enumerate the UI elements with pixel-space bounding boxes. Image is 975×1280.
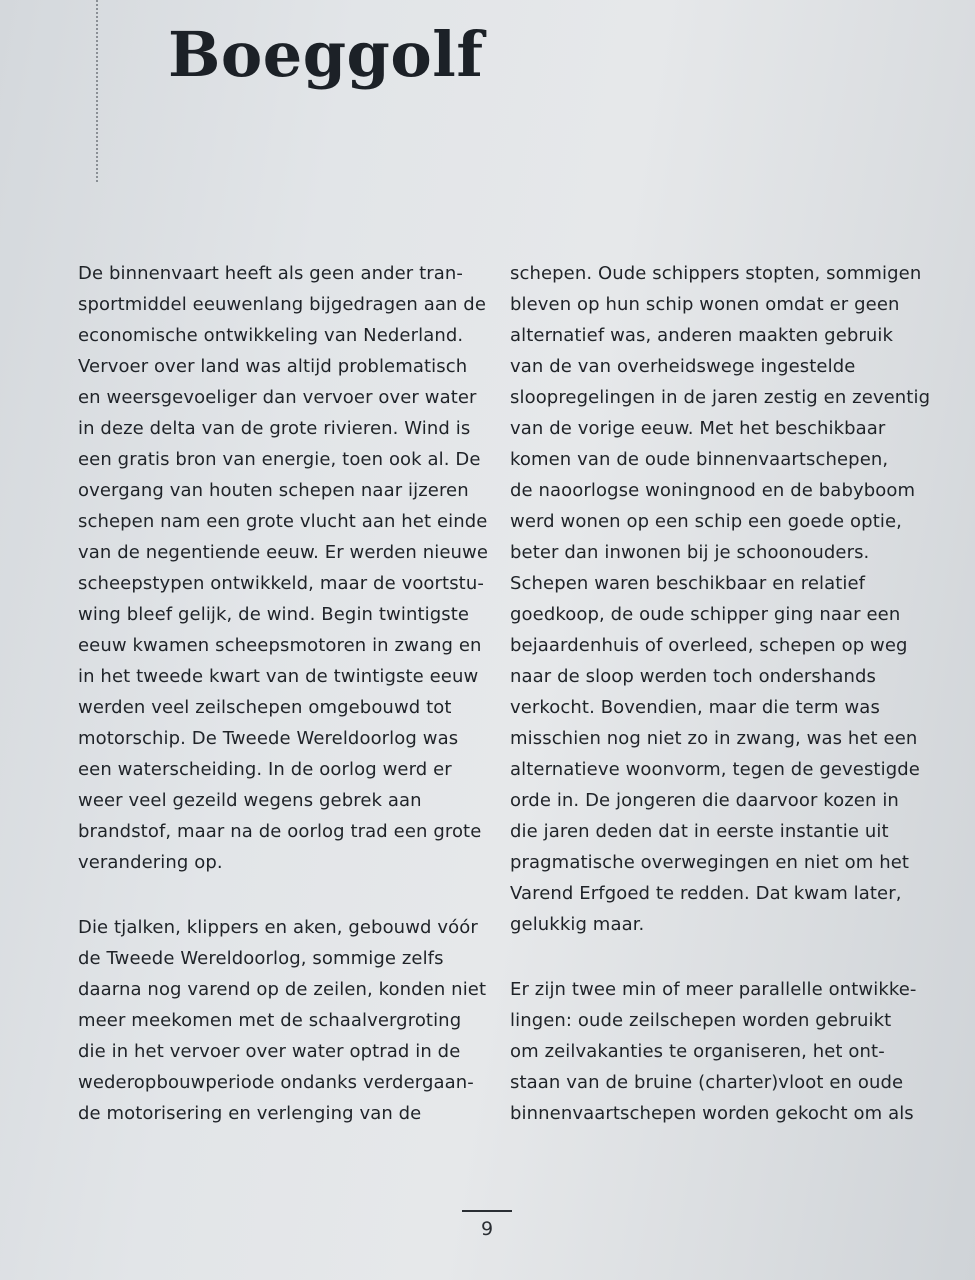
left-paragraph-2 bbox=[78, 912, 488, 1129]
margin-dotted-rule bbox=[96, 0, 98, 182]
text-line: lingen: oude zeilschepen worden gebruikt bbox=[510, 1010, 892, 1031]
text-line: de naoorlogse woningnood en de babyboom bbox=[510, 480, 916, 501]
text-line: in deze delta van de grote rivieren. Wind is bbox=[78, 418, 471, 439]
text-line: schepen. Oude schippers stopten, sommigen bbox=[510, 263, 922, 284]
text-line: goedkoop, de oude schipper ging naar een bbox=[510, 604, 901, 625]
left-column bbox=[78, 258, 488, 1129]
text-line: bleven op hun schip wonen omdat er geen bbox=[510, 294, 900, 315]
text-line: die jaren deden dat in eerste instantie uit bbox=[510, 821, 889, 842]
text-line: weer veel gezeild wegens gebrek aan bbox=[78, 790, 422, 811]
text-line: om zeilvakanties te organiseren, het ont- bbox=[510, 1041, 885, 1062]
text-line: Varend Erfgoed te redden. Dat kwam later, bbox=[510, 883, 902, 904]
text-line: van de negentiende eeuw. Er werden nieuwe bbox=[78, 542, 489, 563]
text-line: staan van de bruine (charter)vloot en oude bbox=[510, 1072, 904, 1093]
text-line: sloopregelingen in de jaren zestig en zeventig bbox=[510, 387, 931, 408]
text-line: De binnenvaart heeft als geen ander tran- bbox=[78, 263, 464, 284]
text-line: Vervoer over land was altijd problematisch bbox=[78, 356, 468, 377]
text-line: eeuw kwamen scheepsmotoren in zwang en bbox=[78, 635, 482, 656]
right-paragraph-2 bbox=[510, 974, 930, 1129]
text-line: meer meekomen met de schaalvergroting bbox=[78, 1010, 462, 1031]
text-line: komen van de oude binnenvaartschepen, bbox=[510, 449, 889, 470]
text-line: orde in. De jongeren die daarvoor kozen in bbox=[510, 790, 899, 811]
text-line: werd wonen op een schip een goede optie, bbox=[510, 511, 902, 532]
text-line: sportmiddel eeuwenlang bijgedragen aan de bbox=[78, 294, 487, 315]
paragraph-gap bbox=[510, 940, 930, 974]
text-line: economische ontwikkeling van Nederland. bbox=[78, 325, 464, 346]
text-line: gelukkig maar. bbox=[510, 914, 645, 935]
right-paragraph-1 bbox=[510, 258, 930, 940]
text-line: een waterscheiding. In de oorlog werd er bbox=[78, 759, 452, 780]
left-paragraph-1 bbox=[78, 258, 488, 878]
text-line: verkocht. Bovendien, maar die term was bbox=[510, 697, 880, 718]
text-line: binnenvaartschepen worden gekocht om als bbox=[510, 1103, 914, 1124]
text-line: wederopbouwperiode ondanks verdergaan- bbox=[78, 1072, 474, 1093]
text-line: en weersgevoeliger dan vervoer over water bbox=[78, 387, 477, 408]
text-line: motorschip. De Tweede Wereldoorlog was bbox=[78, 728, 459, 749]
text-line: bejaardenhuis of overleed, schepen op weg bbox=[510, 635, 908, 656]
text-line: brandstof, maar na de oorlog trad een grote bbox=[78, 821, 482, 842]
page-number: 9 bbox=[480, 1218, 494, 1240]
text-line: naar de sloop werden toch ondershands bbox=[510, 666, 877, 687]
text-line: wing bleef gelijk, de wind. Begin twintigste bbox=[78, 604, 470, 625]
text-line: alternatieve woonvorm, tegen de gevestigde bbox=[510, 759, 920, 780]
text-line: alternatief was, anderen maakten gebruik bbox=[510, 325, 894, 346]
text-line: pragmatische overwegingen en niet om het bbox=[510, 852, 910, 873]
text-line: overgang van houten schepen naar ijzeren bbox=[78, 480, 469, 501]
chapter-title: Boeggolf bbox=[168, 18, 484, 91]
text-line: die in het vervoer over water optrad in de bbox=[78, 1041, 461, 1062]
text-line: misschien nog niet zo in zwang, was het een bbox=[510, 728, 918, 749]
text-line: van de vorige eeuw. Met het beschikbaar bbox=[510, 418, 886, 439]
text-line: daarna nog varend op de zeilen, konden niet bbox=[78, 979, 487, 1000]
text-line: Er zijn twee min of meer parallelle ontwikke- bbox=[510, 979, 917, 1000]
text-line: beter dan inwonen bij je schoonouders. bbox=[510, 542, 870, 563]
text-line: verandering op. bbox=[78, 852, 223, 873]
text-line: schepen nam een grote vlucht aan het einde bbox=[78, 511, 488, 532]
right-column bbox=[510, 258, 930, 1129]
text-line: een gratis bron van energie, toen ook al. De bbox=[78, 449, 481, 470]
text-line: van de van overheidswege ingestelde bbox=[510, 356, 856, 377]
text-line: scheepstypen ontwikkeld, maar de voortstu- bbox=[78, 573, 484, 594]
text-line: de Tweede Wereldoorlog, sommige zelfs bbox=[78, 948, 444, 969]
text-line: werden veel zeilschepen omgebouwd tot bbox=[78, 697, 452, 718]
text-line: Schepen waren beschikbaar en relatief bbox=[510, 573, 866, 594]
text-line: Die tjalken, klippers en aken, gebouwd vóór bbox=[78, 917, 478, 938]
text-line: in het tweede kwart van de twintigste eeuw bbox=[78, 666, 479, 687]
page-number-rule bbox=[462, 1210, 512, 1212]
paragraph-gap bbox=[78, 878, 488, 912]
text-line: de motorisering en verlenging van de bbox=[78, 1103, 422, 1124]
